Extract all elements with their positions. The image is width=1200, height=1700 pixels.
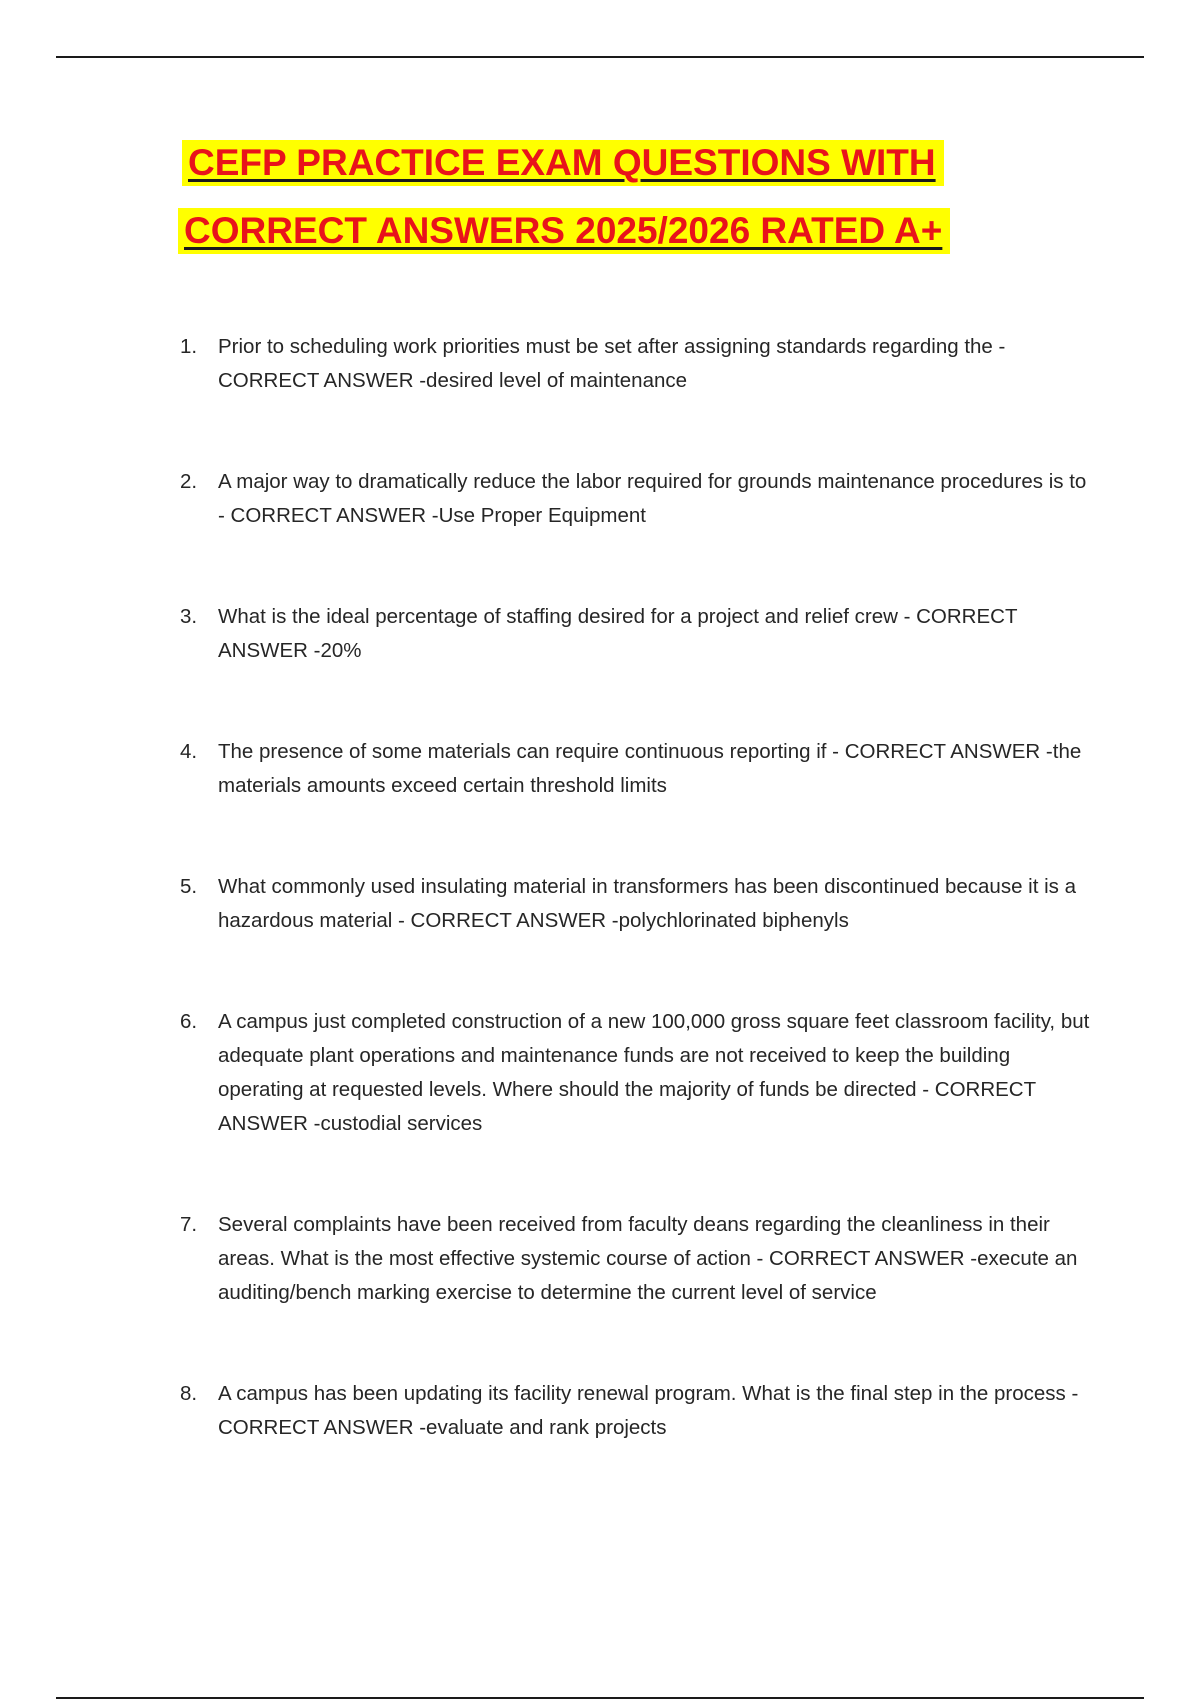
question-number: 1.	[180, 335, 198, 358]
question-item-7	[180, 1208, 1090, 1310]
question-list	[180, 330, 1090, 1445]
question-item-6	[180, 1005, 1090, 1141]
question-text: What commonly used insulating material in transformers has been discontinued because it is a hazardous material - CORRECT ANSWER -polychlorinated biphenyls	[218, 875, 1077, 932]
question-item-5	[180, 870, 1090, 938]
bottom-rule	[56, 1697, 1144, 1699]
question-text: A major way to dramatically reduce the labor required for grounds maintenance procedures is to - CORRECT ANSWER -Use Proper Equipment	[218, 470, 1087, 527]
title-line-1: CEFP PRACTICE EXAM QUESTIONS WITH	[182, 140, 944, 186]
question-number: 3.	[180, 605, 198, 628]
question-item-3	[180, 600, 1090, 668]
question-number: 7.	[180, 1213, 198, 1236]
question-item-8	[180, 1377, 1090, 1445]
title-line-2: CORRECT ANSWERS 2025/2026 RATED A+	[178, 208, 950, 254]
question-text: A campus has been updating its facility renewal program. What is the final step in the process - CORRECT ANSWER -evaluate and rank projects	[218, 1382, 1079, 1439]
question-text: What is the ideal percentage of staffing desired for a project and relief crew - CORRECT ANSWER -20%	[218, 605, 1018, 662]
question-item-1	[180, 330, 1090, 398]
document-title	[178, 140, 1078, 254]
top-rule	[56, 56, 1144, 58]
question-text: Several complaints have been received from faculty deans regarding the cleanliness in their areas. What is the most effective systemic course of action - CORRECT ANSWER -execute an auditing/bench marking exercise to determine the current level of service	[218, 1213, 1078, 1304]
question-item-2	[180, 465, 1090, 533]
question-text: A campus just completed construction of a new 100,000 gross square feet classroom facility, but adequate plant operations and maintenance funds are not received to keep the building operating at requested levels. Where should the majority of funds be directed - CORRECT ANSWER -custodial services	[218, 1010, 1090, 1135]
question-number: 4.	[180, 740, 198, 763]
question-number: 6.	[180, 1010, 198, 1033]
question-number: 5.	[180, 875, 198, 898]
question-number: 8.	[180, 1382, 198, 1405]
question-item-4	[180, 735, 1090, 803]
question-number: 2.	[180, 470, 198, 493]
question-text: The presence of some materials can require continuous reporting if - CORRECT ANSWER -the materials amounts exceed certain threshold limits	[218, 740, 1082, 797]
question-text: Prior to scheduling work priorities must be set after assigning standards regarding the - CORRECT ANSWER -desired level of maintenance	[218, 335, 1006, 392]
